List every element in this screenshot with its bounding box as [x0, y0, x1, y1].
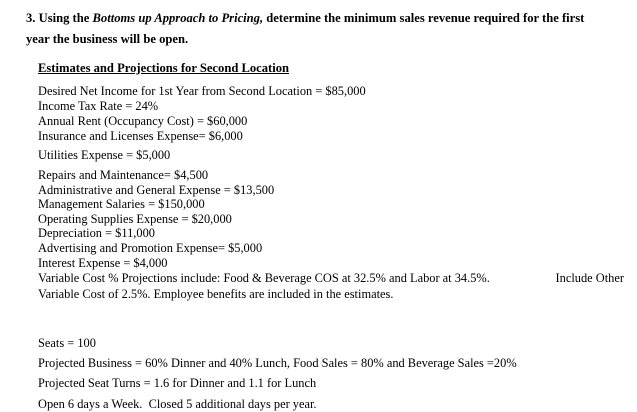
- variable-cost-line-2: Variable Cost of 2.5%. Employee benefits are included in the estimates.: [38, 287, 394, 301]
- interest-expense: Interest Expense = $4,000: [38, 256, 168, 270]
- question-number: 3.: [26, 11, 36, 25]
- annual-rent: Annual Rent (Occupancy Cost) = $60,000: [38, 114, 248, 128]
- operating-supplies: Operating Supplies Expense = $20,000: [38, 212, 232, 226]
- question-text: determine the minimum sales revenue required for the first: [266, 11, 585, 25]
- variable-cost-text: Variable Cost % Projections include: Food & Beverage COS at 32.5% and Labor at 34.5%.: [38, 271, 490, 285]
- advertising-promotion: Advertising and Promotion Expense= $5,000: [38, 241, 263, 255]
- question-line-1: [26, 11, 584, 26]
- operating-days: Open 6 days a Week. Closed 5 additional days per year.: [38, 397, 317, 411]
- income-tax-rate: Income Tax Rate = 24%: [38, 99, 159, 113]
- question-lead: Using the: [38, 11, 90, 25]
- admin-general-expense: Administrative and General Expense = $13,500: [38, 183, 275, 197]
- utilities-expense: Utilities Expense = $5,000: [38, 148, 171, 162]
- question-line-2: year the business will be open.: [26, 32, 189, 46]
- seats: Seats = 100: [38, 336, 96, 350]
- estimates-heading: Estimates and Projections for Second Location: [38, 61, 290, 75]
- desired-net-income: Desired Net Income for 1st Year from Second Location = $85,000: [38, 84, 366, 98]
- depreciation: Depreciation = $11,000: [38, 226, 155, 240]
- repairs-maintenance: Repairs and Maintenance= $4,500: [38, 168, 209, 182]
- question-method: Bottoms up Approach to Pricing,: [92, 11, 264, 25]
- projected-seat-turns: Projected Seat Turns = 1.6 for Dinner and 1.1 for Lunch: [38, 376, 317, 390]
- management-salaries: Management Salaries = $150,000: [38, 197, 205, 211]
- variable-cost-line-1: [38, 271, 624, 286]
- variable-cost-include: Include Other: [555, 271, 624, 285]
- insurance-licenses: Insurance and Licenses Expense= $6,000: [38, 129, 243, 143]
- projected-business: Projected Business = 60% Dinner and 40% Lunch, Food Sales = 80% and Beverage Sales =20%: [38, 356, 517, 370]
